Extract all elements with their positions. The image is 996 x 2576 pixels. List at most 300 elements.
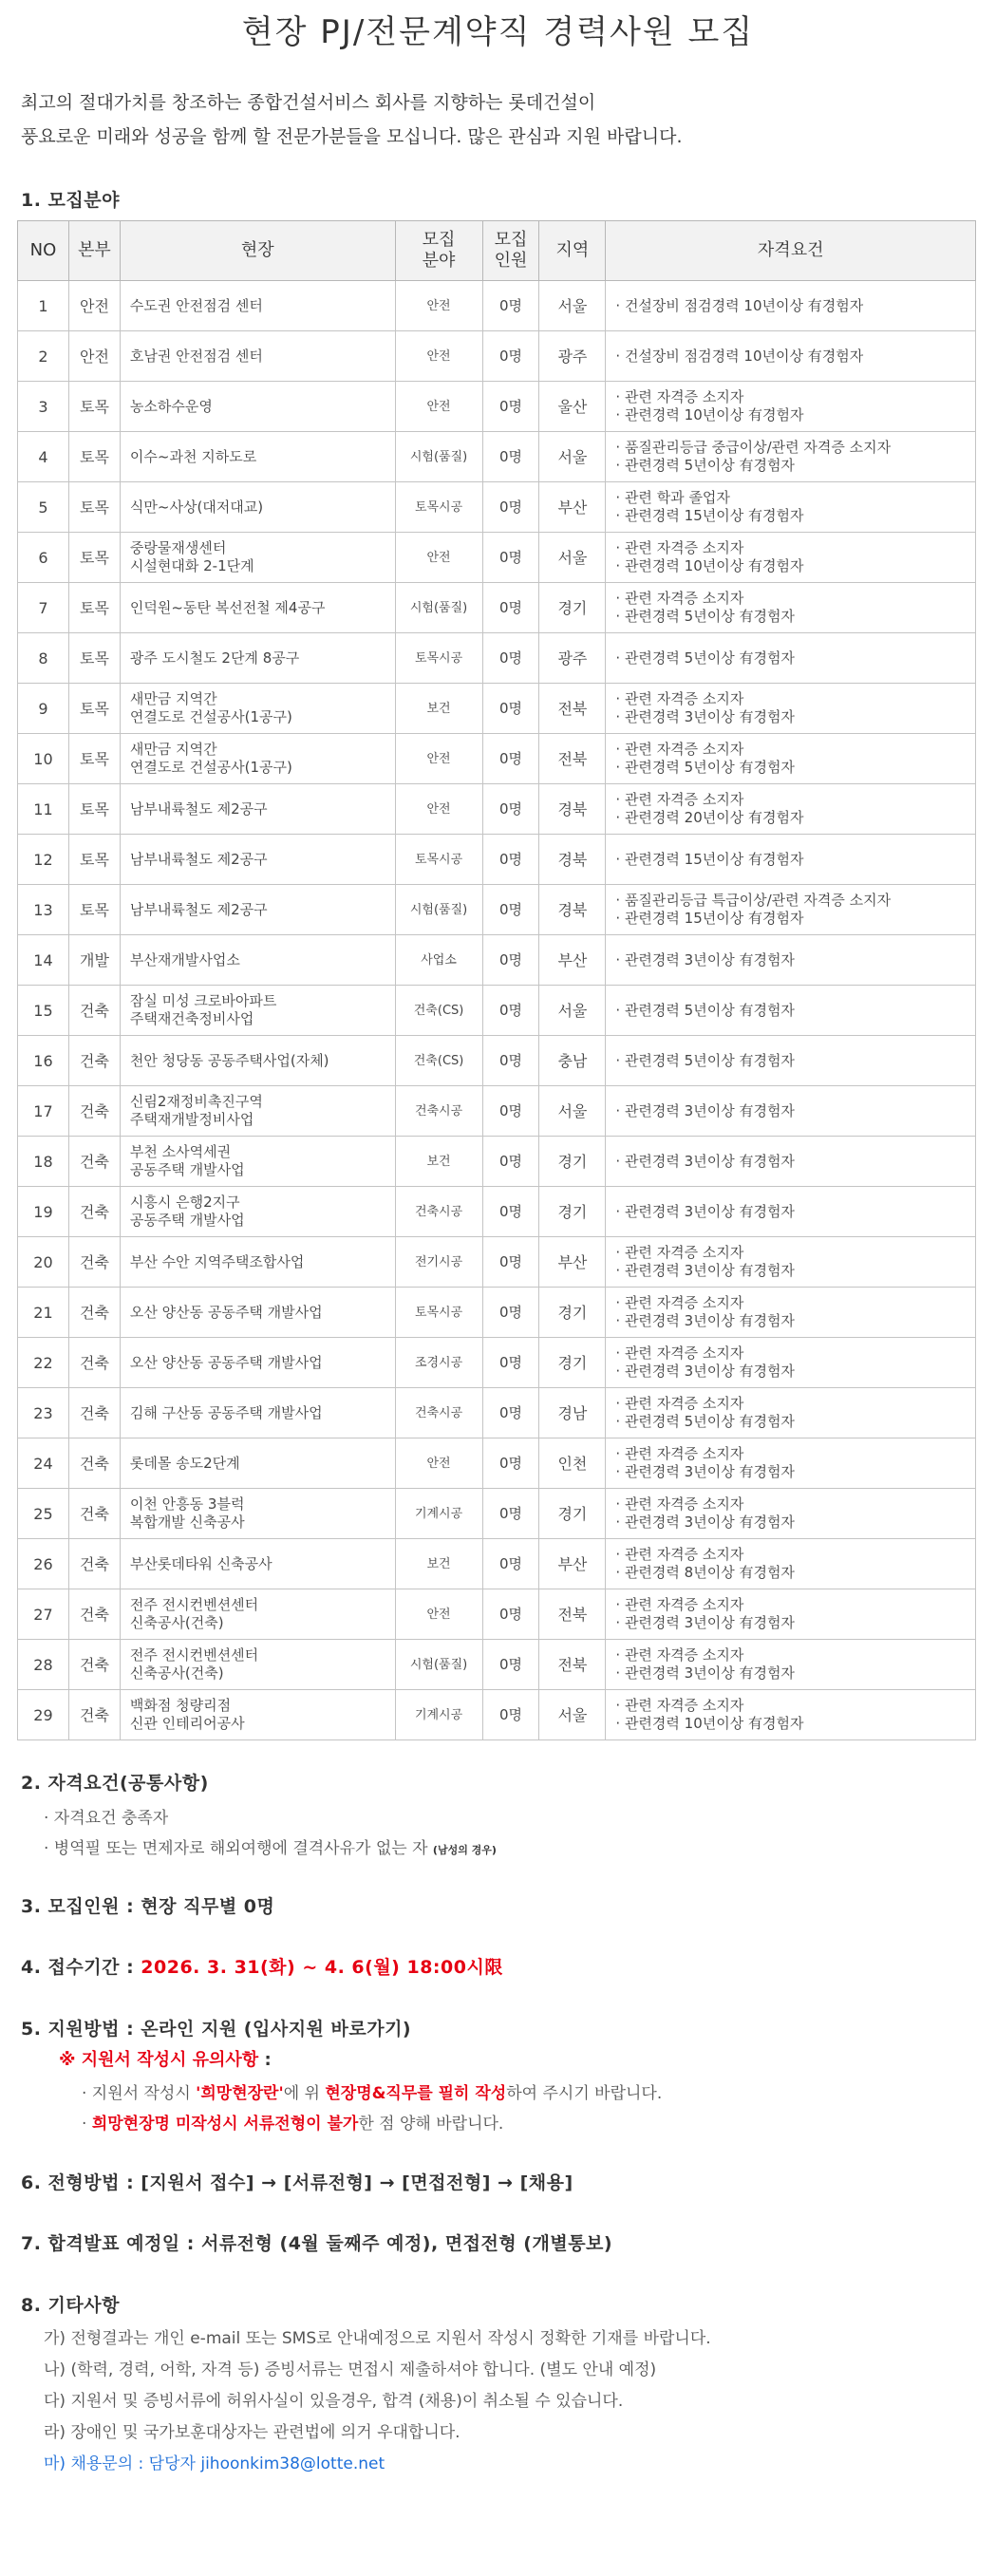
requirement-line: · 관련경력 10년이상 有경험자 <box>615 406 804 423</box>
cell-no: 24 <box>18 1438 69 1489</box>
cell-div: 건축 <box>68 1640 120 1690</box>
notice-prefix: ※ <box>59 2050 82 2070</box>
cell-kind: 시험(품질) <box>395 583 482 633</box>
cell-div: 토목 <box>68 885 120 935</box>
cell-cnt: 0명 <box>482 382 539 432</box>
cell-cnt: 0명 <box>482 331 539 382</box>
cell-div: 토목 <box>68 734 120 784</box>
cell-cnt: 0명 <box>482 1137 539 1187</box>
section-8-heading: 8. 기타사항 <box>21 2295 120 2316</box>
site-line: 주택재개발정비사업 <box>129 1111 254 1128</box>
cell-div: 토목 <box>68 432 120 482</box>
cell-requirements <box>606 1438 976 1489</box>
cell-no: 17 <box>18 1086 69 1137</box>
notice-line-1-b: '희망현장란' <box>196 2084 284 2103</box>
site-line: 호남권 안전점검 센터 <box>129 347 263 365</box>
requirement-line: · 관련경력 3년이상 有경험자 <box>615 1363 795 1380</box>
cell-kind: 안전 <box>395 281 482 331</box>
cell-kind: 시험(품질) <box>395 432 482 482</box>
cell-kind: 안전 <box>395 382 482 432</box>
site-line: 새만금 지역간 <box>129 741 217 758</box>
cell-cnt: 0명 <box>482 1086 539 1137</box>
cell-site <box>120 1489 395 1539</box>
table-row <box>18 1086 976 1137</box>
site-line: 식만~사상(대저대교) <box>129 498 264 516</box>
table-header-cell: 모집 인원 <box>482 221 539 281</box>
requirement-line: · 관련 자격증 소지자 <box>615 1244 744 1261</box>
table-header-cell: 자격요건 <box>606 221 976 281</box>
cell-requirements <box>606 1539 976 1589</box>
site-line: 공동주택 개발사업 <box>129 1212 245 1229</box>
cell-kind: 안전 <box>395 1438 482 1489</box>
requirement-line: · 관련 자격증 소지자 <box>615 590 744 607</box>
cell-site <box>120 835 395 885</box>
cell-cnt: 0명 <box>482 734 539 784</box>
site-line: 주택재건축정비사업 <box>129 1010 254 1027</box>
application-notice <box>59 2046 272 2071</box>
cell-div: 건축 <box>68 1086 120 1137</box>
requirement-line: · 관련경력 5년이상 有경험자 <box>615 608 795 625</box>
table-row <box>18 784 976 835</box>
cell-no: 1 <box>18 281 69 331</box>
cell-requirements <box>606 432 976 482</box>
table-row <box>18 281 976 331</box>
cell-no: 29 <box>18 1690 69 1740</box>
cell-region: 전북 <box>539 734 606 784</box>
cell-requirements <box>606 684 976 734</box>
site-line: 신림2재정비촉진구역 <box>129 1093 263 1110</box>
site-line: 부산롯데타워 신축공사 <box>129 1554 272 1572</box>
table-row <box>18 734 976 784</box>
cell-no: 23 <box>18 1388 69 1438</box>
cell-region: 경남 <box>539 1388 606 1438</box>
cell-cnt: 0명 <box>482 1690 539 1740</box>
requirement-line: · 관련 자격증 소지자 <box>615 791 744 808</box>
requirement-line: · 관련 자격증 소지자 <box>615 1596 744 1613</box>
table-row <box>18 382 976 432</box>
cell-no: 18 <box>18 1137 69 1187</box>
requirement-item-2-text: · 병역필 또는 면제자로 해외여행에 결격사유가 없는 자 <box>44 1839 428 1858</box>
cell-kind: 안전 <box>395 331 482 382</box>
requirement-line: · 관련경력 3년이상 有경험자 <box>615 1202 795 1220</box>
cell-div: 건축 <box>68 1690 120 1740</box>
cell-region: 울산 <box>539 382 606 432</box>
cell-site <box>120 885 395 935</box>
requirement-line: · 관련 자격증 소지자 <box>615 1697 744 1714</box>
cell-requirements <box>606 633 976 684</box>
requirement-line: · 관련경력 3년이상 有경험자 <box>615 1152 795 1170</box>
section-4-heading <box>21 1953 503 1979</box>
cell-region: 전북 <box>539 1589 606 1640</box>
table-row <box>18 986 976 1036</box>
cell-site <box>120 583 395 633</box>
cell-kind: 토목시공 <box>395 1288 482 1338</box>
site-line: 연결도로 건설공사(1공구) <box>129 708 292 725</box>
requirement-line: · 관련경력 8년이상 有경험자 <box>615 1564 795 1581</box>
cell-region: 경기 <box>539 1187 606 1237</box>
cell-region: 서울 <box>539 533 606 583</box>
cell-requirements <box>606 583 976 633</box>
requirement-line: · 관련경력 3년이상 有경험자 <box>615 1664 795 1682</box>
table-row <box>18 1589 976 1640</box>
cell-div: 토목 <box>68 382 120 432</box>
cell-region: 부산 <box>539 482 606 533</box>
requirement-line: · 관련경력 3년이상 有경험자 <box>615 1312 795 1329</box>
cell-cnt: 0명 <box>482 432 539 482</box>
requirement-line: · 관련경력 5년이상 有경험자 <box>615 1001 795 1019</box>
cell-region: 서울 <box>539 1690 606 1740</box>
site-line: 부산 수안 지역주택조합사업 <box>129 1252 305 1270</box>
cell-cnt: 0명 <box>482 583 539 633</box>
cell-kind: 토목시공 <box>395 633 482 684</box>
cell-requirements <box>606 885 976 935</box>
cell-cnt: 0명 <box>482 1589 539 1640</box>
table-body <box>18 281 976 1740</box>
cell-cnt: 0명 <box>482 684 539 734</box>
cell-no: 11 <box>18 784 69 835</box>
cell-site <box>120 1438 395 1489</box>
cell-requirements <box>606 533 976 583</box>
requirement-line: · 관련경력 3년이상 有경험자 <box>615 1262 795 1279</box>
cell-region: 광주 <box>539 331 606 382</box>
cell-div: 건축 <box>68 1539 120 1589</box>
cell-kind: 토목시공 <box>395 482 482 533</box>
cell-kind: 조경시공 <box>395 1338 482 1388</box>
site-line: 수도권 안전점검 센터 <box>129 296 263 314</box>
site-line: 천안 청당동 공동주택사업(자체) <box>129 1051 329 1069</box>
cell-site <box>120 281 395 331</box>
etc-item-1: 가) 전형결과는 개인 e-mail 또는 SMS로 안내예정으로 지원서 작성시 정확한 기재를 바랍니다. <box>44 2329 711 2348</box>
cell-div: 건축 <box>68 1388 120 1438</box>
cell-kind: 전기시공 <box>395 1237 482 1288</box>
cell-no: 5 <box>18 482 69 533</box>
site-line: 농소하수운영 <box>129 397 213 415</box>
cell-site <box>120 1187 395 1237</box>
cell-cnt: 0명 <box>482 1539 539 1589</box>
requirement-line: · 관련경력 15년이상 有경험자 <box>615 507 804 524</box>
site-line: 부천 소사역세권 <box>129 1143 232 1160</box>
cell-kind: 건축시공 <box>395 1187 482 1237</box>
cell-kind: 건축시공 <box>395 1388 482 1438</box>
cell-no: 9 <box>18 684 69 734</box>
cell-cnt: 0명 <box>482 482 539 533</box>
cell-div: 건축 <box>68 1187 120 1237</box>
intro-text <box>21 85 970 154</box>
table-row <box>18 1187 976 1237</box>
cell-region: 경기 <box>539 583 606 633</box>
site-line: 남부내륙철도 제2공구 <box>129 850 268 868</box>
requirement-line: · 관련경력 5년이상 有경험자 <box>615 457 795 474</box>
site-line: 시설현대화 2-1단계 <box>129 557 254 574</box>
requirement-line: · 관련 자격증 소지자 <box>615 539 744 556</box>
requirement-item-1: · 자격요건 충족자 <box>44 1809 169 1828</box>
cell-cnt: 0명 <box>482 1187 539 1237</box>
table-row <box>18 1539 976 1589</box>
cell-no: 22 <box>18 1338 69 1388</box>
cell-region: 경기 <box>539 1288 606 1338</box>
cell-region: 광주 <box>539 633 606 684</box>
cell-region: 서울 <box>539 281 606 331</box>
cell-no: 10 <box>18 734 69 784</box>
requirement-line: · 관련경력 3년이상 有경험자 <box>615 1614 795 1631</box>
cell-requirements <box>606 281 976 331</box>
site-line: 전주 전시컨벤션센터 <box>129 1596 259 1613</box>
cell-requirements <box>606 382 976 432</box>
contact-info[interactable]: 마) 채용문의 : 담당자 jihoonkim38@lotte.net <box>44 2454 385 2473</box>
cell-site <box>120 986 395 1036</box>
site-line: 이수~과천 지하도로 <box>129 447 257 465</box>
cell-div: 토목 <box>68 583 120 633</box>
application-period: 2026. 3. 31(화) ~ 4. 6(월) 18:00시限 <box>141 1957 503 1978</box>
cell-site <box>120 784 395 835</box>
cell-div: 건축 <box>68 1338 120 1388</box>
cell-requirements <box>606 1086 976 1137</box>
cell-div: 건축 <box>68 1589 120 1640</box>
cell-div: 건축 <box>68 1288 120 1338</box>
cell-kind: 보건 <box>395 1539 482 1589</box>
cell-cnt: 0명 <box>482 281 539 331</box>
cell-cnt: 0명 <box>482 533 539 583</box>
cell-requirements <box>606 482 976 533</box>
cell-kind: 기계시공 <box>395 1489 482 1539</box>
cell-div: 개발 <box>68 935 120 986</box>
notice-line-1-d: 현장명&직무를 필히 작성 <box>325 2084 507 2103</box>
intro-line-2: 풍요로운 미래와 성공을 함께 할 전문가분들을 모십니다. 많은 관심과 지원 바랍니다. <box>21 126 683 147</box>
cell-region: 경북 <box>539 784 606 835</box>
site-line: 백화점 청량리점 <box>129 1697 232 1714</box>
requirement-line: · 관련경력 3년이상 有경험자 <box>615 950 795 968</box>
cell-requirements <box>606 1690 976 1740</box>
cell-cnt: 0명 <box>482 1489 539 1539</box>
cell-requirements <box>606 1640 976 1690</box>
table-row <box>18 1489 976 1539</box>
section-7-heading: 7. 합격발표 예정일 : 서류전형 (4월 둘째주 예정), 면접전형 (개별통보) <box>21 2233 613 2254</box>
page-title: 현장 PJ/전문계약직 경력사원 모집 <box>241 13 755 51</box>
requirement-line: · 관련 자격증 소지자 <box>615 1344 744 1362</box>
cell-div: 건축 <box>68 986 120 1036</box>
cell-region: 부산 <box>539 1539 606 1589</box>
requirement-line: · 관련경력 5년이상 有경험자 <box>615 1051 795 1069</box>
site-line: 이천 안흥동 3블럭 <box>129 1495 245 1513</box>
cell-region: 경기 <box>539 1137 606 1187</box>
section-2-heading: 2. 자격요건(공통사항) <box>21 1773 209 1794</box>
site-line: 잠실 미성 크로바아파트 <box>129 992 277 1009</box>
cell-div: 건축 <box>68 1036 120 1086</box>
cell-cnt: 0명 <box>482 1288 539 1338</box>
table-row <box>18 935 976 986</box>
site-line: 남부내륙철도 제2공구 <box>129 900 268 918</box>
cell-requirements <box>606 331 976 382</box>
site-line: 새만금 지역간 <box>129 690 217 707</box>
cell-no: 12 <box>18 835 69 885</box>
table-row <box>18 1338 976 1388</box>
cell-cnt: 0명 <box>482 1338 539 1388</box>
table-header-cell: 본부 <box>68 221 120 281</box>
table-row <box>18 482 976 533</box>
cell-cnt: 0명 <box>482 835 539 885</box>
requirement-line: · 관련 자격증 소지자 <box>615 1445 744 1462</box>
cell-no: 2 <box>18 331 69 382</box>
cell-site <box>120 1388 395 1438</box>
cell-cnt: 0명 <box>482 885 539 935</box>
cell-cnt: 0명 <box>482 1237 539 1288</box>
requirement-item-2 <box>44 1834 497 1858</box>
cell-requirements <box>606 1137 976 1187</box>
table-row <box>18 1036 976 1086</box>
requirement-line: · 품질관리등급 중급이상/관련 자격증 소지자 <box>615 439 892 456</box>
cell-requirements <box>606 986 976 1036</box>
requirement-line: · 관련 자격증 소지자 <box>615 1395 744 1412</box>
cell-kind: 안전 <box>395 784 482 835</box>
cell-requirements <box>606 1237 976 1288</box>
cell-cnt: 0명 <box>482 986 539 1036</box>
cell-region: 경기 <box>539 1489 606 1539</box>
section-3-heading: 3. 모집인원 : 현장 직무별 0명 <box>21 1896 275 1917</box>
site-line: 전주 전시컨벤션센터 <box>129 1646 259 1664</box>
table-header-row <box>18 221 976 281</box>
etc-item-2: 나) (학력, 경력, 어학, 자격 등) 증빙서류는 면접시 제출하셔야 합니다. (별도 안내 예정) <box>44 2360 657 2379</box>
cell-site <box>120 1589 395 1640</box>
cell-site <box>120 1640 395 1690</box>
notice-line-2-c: 한 점 양해 바랍니다. <box>358 2115 504 2134</box>
cell-requirements <box>606 1187 976 1237</box>
cell-kind: 기계시공 <box>395 1690 482 1740</box>
cell-no: 28 <box>18 1640 69 1690</box>
cell-cnt: 0명 <box>482 1036 539 1086</box>
requirement-line: · 품질관리등급 특급이상/관련 자격증 소지자 <box>615 892 892 909</box>
table-row <box>18 885 976 935</box>
cell-div: 안전 <box>68 281 120 331</box>
cell-site <box>120 1690 395 1740</box>
notice-line-2-a: · <box>82 2115 92 2134</box>
cell-no: 8 <box>18 633 69 684</box>
cell-kind: 보건 <box>395 684 482 734</box>
site-line: 시흥시 은행2지구 <box>129 1194 240 1211</box>
cell-region: 서울 <box>539 986 606 1036</box>
etc-item-4: 라) 장애인 및 국가보훈대상자는 관련법에 의거 우대합니다. <box>44 2423 460 2442</box>
notice-suffix: : <box>258 2050 272 2070</box>
cell-requirements <box>606 935 976 986</box>
table-header-cell: 지역 <box>539 221 606 281</box>
cell-site <box>120 1137 395 1187</box>
cell-site <box>120 935 395 986</box>
requirement-line: · 관련경력 5년이상 有경험자 <box>615 1413 795 1430</box>
cell-cnt: 0명 <box>482 784 539 835</box>
cell-no: 21 <box>18 1288 69 1338</box>
notice-line-2 <box>82 2110 503 2134</box>
cell-no: 14 <box>18 935 69 986</box>
requirement-line: · 관련 자격증 소지자 <box>615 1294 744 1311</box>
cell-requirements <box>606 1589 976 1640</box>
table-row <box>18 1137 976 1187</box>
site-line: 복합개발 신축공사 <box>129 1514 245 1531</box>
cell-div: 건축 <box>68 1489 120 1539</box>
section-6-heading: 6. 전형방법 : [지원서 접수] → [서류전형] → [면접전형] → [채용] <box>21 2172 573 2193</box>
site-line: 중랑물재생센터 <box>129 539 227 556</box>
table-row <box>18 331 976 382</box>
cell-region: 서울 <box>539 1086 606 1137</box>
cell-site <box>120 432 395 482</box>
cell-div: 토목 <box>68 633 120 684</box>
requirement-line: · 관련경력 3년이상 有경험자 <box>615 708 795 725</box>
table-row <box>18 1388 976 1438</box>
table-row <box>18 432 976 482</box>
cell-kind: 건축시공 <box>395 1086 482 1137</box>
table-header-cell: 모집 분야 <box>395 221 482 281</box>
cell-kind: 토목시공 <box>395 835 482 885</box>
cell-cnt: 0명 <box>482 1388 539 1438</box>
table-row <box>18 583 976 633</box>
notice-line-1-c: 에 위 <box>283 2084 326 2103</box>
cell-kind: 안전 <box>395 1589 482 1640</box>
cell-region: 경북 <box>539 885 606 935</box>
site-line: 공동주택 개발사업 <box>129 1161 245 1178</box>
cell-no: 15 <box>18 986 69 1036</box>
table-row <box>18 835 976 885</box>
cell-no: 19 <box>18 1187 69 1237</box>
site-line: 오산 양산동 공동주택 개발사업 <box>129 1303 323 1321</box>
cell-cnt: 0명 <box>482 633 539 684</box>
table-row <box>18 1288 976 1338</box>
notice-line-1-e: 하여 주시기 바랍니다. <box>506 2084 663 2103</box>
cell-site <box>120 633 395 684</box>
cell-no: 26 <box>18 1539 69 1589</box>
cell-region: 전북 <box>539 684 606 734</box>
cell-no: 7 <box>18 583 69 633</box>
cell-requirements <box>606 1388 976 1438</box>
table-row <box>18 1237 976 1288</box>
cell-kind: 건축(CS) <box>395 1036 482 1086</box>
cell-kind: 사업소 <box>395 935 482 986</box>
cell-div: 토목 <box>68 684 120 734</box>
requirement-line: · 관련경력 10년이상 有경험자 <box>615 557 804 574</box>
notice-title: 지원서 작성시 유의사항 <box>81 2050 259 2070</box>
table-row <box>18 684 976 734</box>
cell-no: 13 <box>18 885 69 935</box>
site-line: 남부내륙철도 제2공구 <box>129 799 268 818</box>
recruit-table <box>17 220 976 1740</box>
table-row <box>18 1640 976 1690</box>
cell-div: 토목 <box>68 784 120 835</box>
requirement-line: · 관련경력 3년이상 有경험자 <box>615 1101 795 1119</box>
etc-item-3: 다) 지원서 및 증빙서류에 허위사실이 있을경우, 합격 (채용)이 취소될 수 있습니다. <box>44 2392 624 2411</box>
cell-no: 3 <box>18 382 69 432</box>
site-line: 신축공사(건축) <box>129 1664 224 1682</box>
cell-div: 토목 <box>68 835 120 885</box>
cell-kind: 시험(품질) <box>395 885 482 935</box>
cell-requirements <box>606 1338 976 1388</box>
cell-site <box>120 1288 395 1338</box>
cell-kind: 건축(CS) <box>395 986 482 1036</box>
cell-no: 20 <box>18 1237 69 1288</box>
cell-region: 충남 <box>539 1036 606 1086</box>
cell-requirements <box>606 1288 976 1338</box>
cell-div: 토목 <box>68 533 120 583</box>
cell-cnt: 0명 <box>482 1438 539 1489</box>
requirement-line: · 관련 학과 졸업자 <box>615 489 730 506</box>
requirement-line: · 건설장비 점검경력 10년이상 有경험자 <box>615 347 864 365</box>
table-row <box>18 533 976 583</box>
table-header-cell: 현장 <box>120 221 395 281</box>
site-line: 광주 도시철도 2단계 8공구 <box>129 649 300 667</box>
cell-region: 서울 <box>539 432 606 482</box>
section-5-heading[interactable]: 5. 지원방법 : 온라인 지원 (입사지원 바로가기) <box>21 2019 412 2040</box>
cell-site <box>120 734 395 784</box>
cell-site <box>120 1237 395 1288</box>
cell-cnt: 0명 <box>482 1640 539 1690</box>
cell-div: 건축 <box>68 1237 120 1288</box>
cell-requirements <box>606 784 976 835</box>
